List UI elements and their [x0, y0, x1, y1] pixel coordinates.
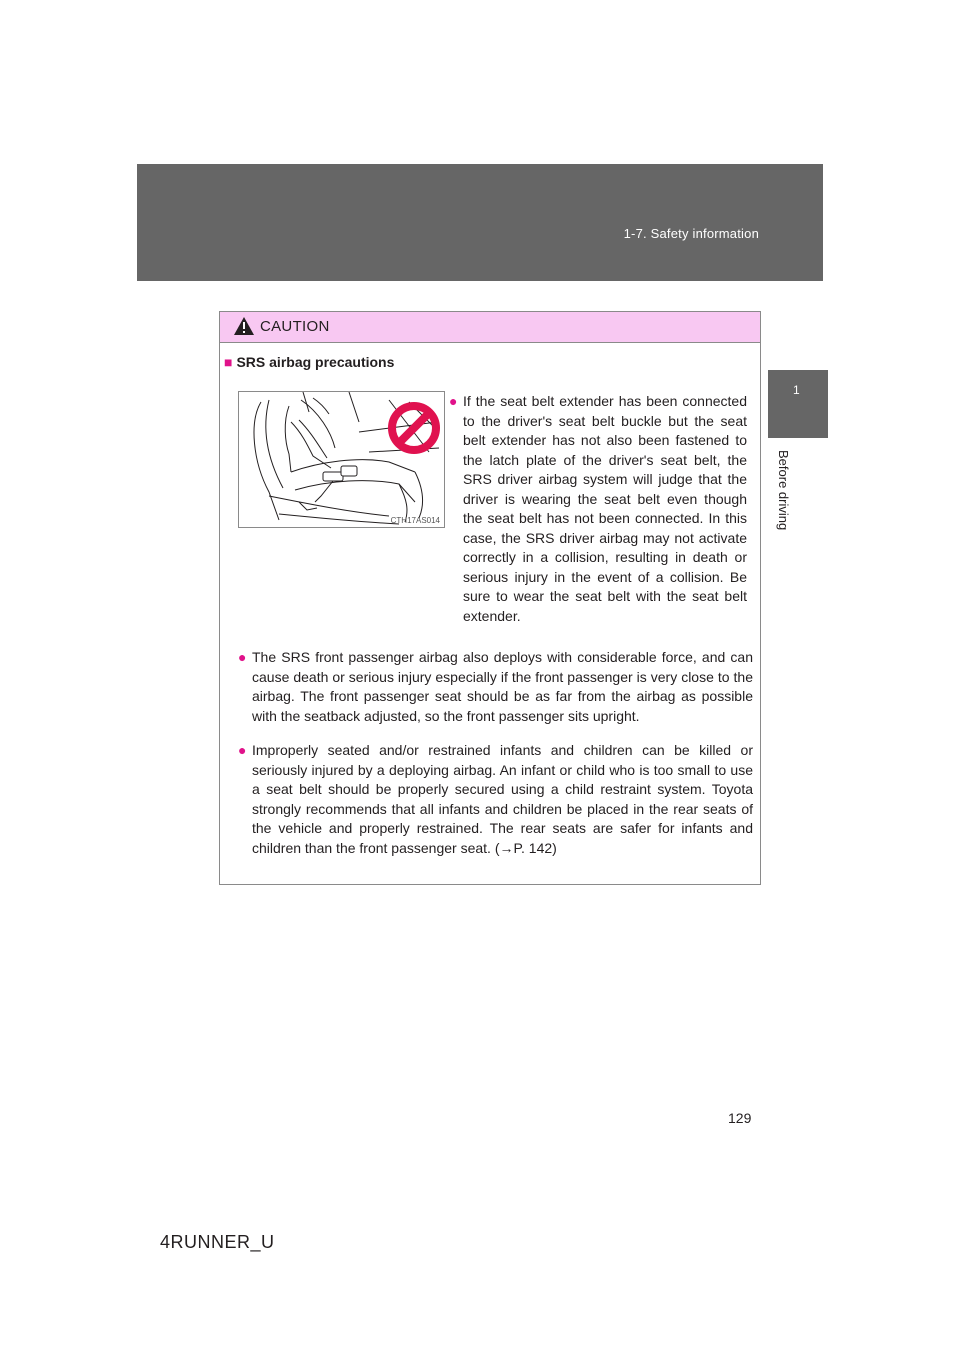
bullet-text: The SRS front passenger airbag also deploys with considerable force, and can cause death or serious injury especially if the front passenger is very close to the airbag. The front passenger seat should be as far from the airbag as possible with the seatback adjusted, so the front passenger sits upright.	[252, 649, 753, 724]
document-code: 4RUNNER_U	[160, 1232, 275, 1252]
chapter-number: 1	[793, 383, 800, 397]
caution-box	[219, 311, 761, 885]
bullet-text: If the seat belt extender has been connected to the driver's seat belt buckle but the seat belt extender has not also been fastened to the latch plate of the driver's seat belt, the SRS driver airbag system will judge that the driver is wearing the seat belt even though the seat belt has not been connected. In this case, the SRS driver airbag may not activate correctly in a collision, resulting in death or serious injury in the event of a collision. Be sure to wear the seat belt with the seat belt extender.	[463, 393, 747, 624]
header-band	[137, 164, 823, 281]
bullet-item	[449, 392, 747, 626]
subheading-text: SRS airbag precautions	[236, 354, 395, 370]
square-bullet-icon: ■	[224, 354, 233, 370]
seated-driver-drawing	[239, 392, 444, 527]
bullet-item	[238, 648, 753, 726]
section-title: 1-7. Safety information	[623, 226, 759, 241]
seatbelt-illustration	[238, 391, 445, 528]
circle-bullet-icon: ●	[238, 649, 247, 665]
warning-icon	[233, 316, 255, 336]
caution-title: CAUTION	[260, 318, 330, 335]
bullet-item	[238, 741, 753, 858]
caution-header	[220, 312, 760, 343]
bullet-text: Improperly seated and/or restrained infants and children can be killed or seriously injured by a deploying airbag. An infant or child who is too small to use a seat belt should be properly secured using a child restraint system. Toyota strongly recommends that all infants and children be placed in the rear seats of the vehicle and properly restrained. The rear seats are safer for infants and children than the front passenger seat. (→P. 142)	[252, 742, 753, 856]
circle-bullet-icon: ●	[449, 393, 458, 409]
chapter-title: Before driving	[776, 450, 791, 531]
chapter-tab	[768, 370, 828, 438]
subheading	[224, 354, 394, 370]
page-number: 129	[728, 1110, 752, 1126]
figure-code: CTH17AS014	[390, 516, 440, 525]
circle-bullet-icon: ●	[238, 742, 247, 758]
